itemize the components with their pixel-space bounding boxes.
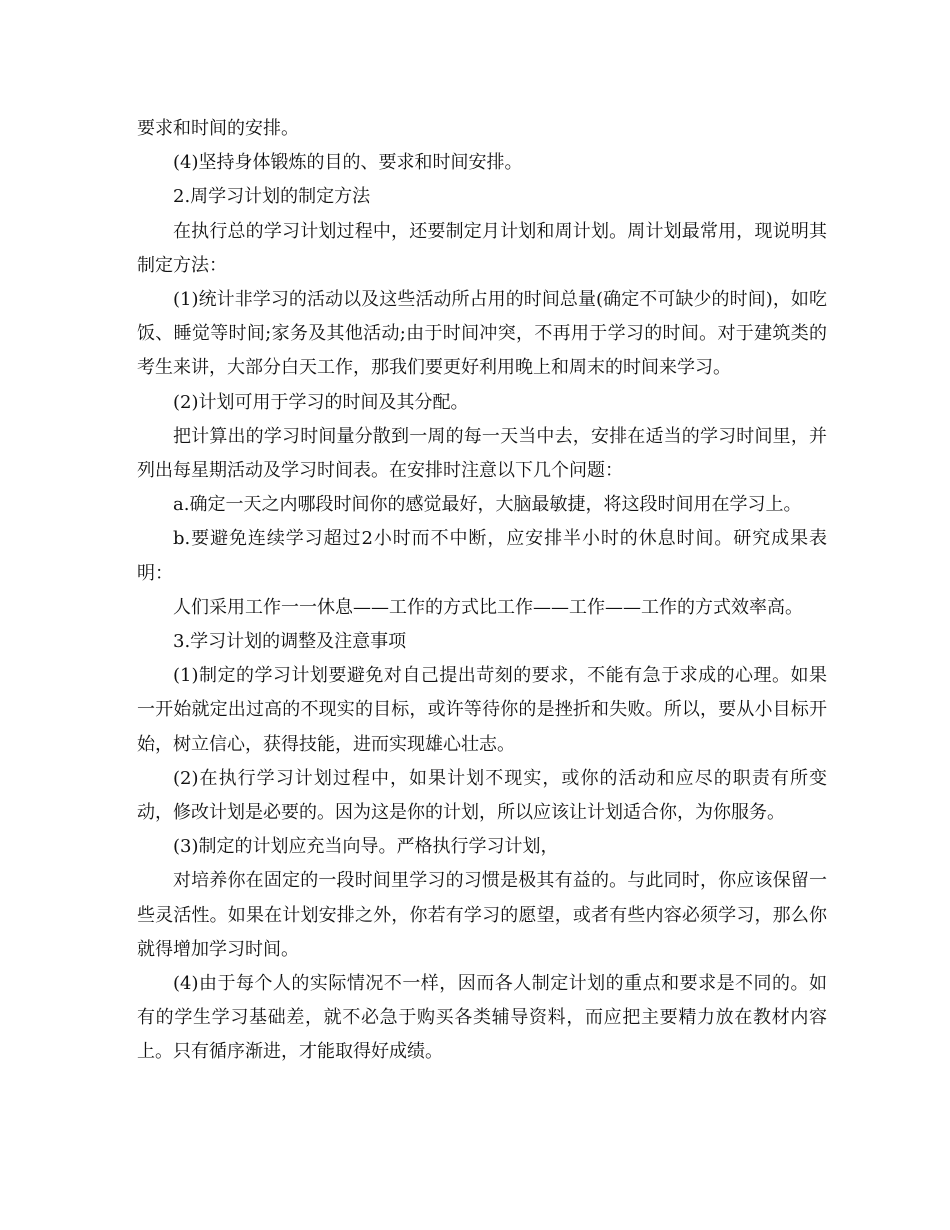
paragraph-work-rest: 人们采用工作一一休息——工作的方式比工作——工作——工作的方式效率高。 xyxy=(173,596,803,618)
paragraph-adjust-3: (3)制定的计划应充当向导。严格执行学习计划， xyxy=(173,836,559,858)
section-heading-weekly-plan: 2.周学习计划的制定方法 xyxy=(173,186,371,208)
document-body xyxy=(137,112,827,1070)
paragraph-item-1-non-study: (1)统计非学习的活动以及这些活动所占用的时间总量(确定不可缺少的时间)，如吃饭、睡觉等时间;家务及其他活动;由于时间冲突，不再用于学习的时间。对于建筑类的考生来讲，大部分白天工作，那我们要更好利用晚上和周末的时间来学习。 xyxy=(137,289,827,379)
paragraph-item-2-allocation: (2)计划可用于学习的时间及其分配。 xyxy=(173,391,469,413)
paragraph-adjust-4: (4)由于每个人的实际情况不一样，因而各人制定计划的重点和要求是不同的。如有的学生学习基础差，就不必急于购买各类辅导资料，而应把主要精力放在教材内容上。只有循序渐进，才能取得好成绩。 xyxy=(137,973,827,1063)
paragraph-continuation: 要求和时间的安排。 xyxy=(137,118,299,139)
paragraph-habit: 对培养你在固定的一段时间里学习的习惯是极其有益的。与此同时，你应该保留一些灵活性。如果在计划安排之外，你若有学习的愿望，或者有些内容必须学习，那么你就得增加学习时间。 xyxy=(137,870,827,960)
paragraph-item-4-exercise: (4)坚持身体锻炼的目的、要求和时间安排。 xyxy=(173,152,523,174)
paragraph-weekly-intro: 在执行总的学习计划过程中，还要制定月计划和周计划。周计划最常用，现说明其制定方法： xyxy=(137,220,827,276)
paragraph-point-a: a.确定一天之内哪段时间你的感觉最好，大脑最敏捷，将这段时间用在学习上。 xyxy=(173,494,802,516)
paragraph-point-b: b.要避免连续学习超过2小时而不中断，应安排半小时的休息时间。研究成果表明： xyxy=(137,528,827,584)
section-heading-adjustment: 3.学习计划的调整及注意事项 xyxy=(173,631,407,653)
paragraph-distribute-time: 把计算出的学习时间量分散到一周的每一天当中去，安排在适当的学习时间里，并列出每星期活动及学习时间表。在安排时注意以下几个问题： xyxy=(137,425,827,482)
paragraph-adjust-2: (2)在执行学习计划过程中，如果计划不现实，或你的活动和应尽的职责有所变动，修改计划是必要的。因为这是你的计划，所以应该让计划适合你，为你服务。 xyxy=(137,767,827,824)
paragraph-adjust-1: (1)制定的学习计划要避免对自己提出苛刻的要求，不能有急于求成的心理。如果一开始就定出过高的不现实的目标，或许等待你的是挫折和失败。所以，要从小目标开始，树立信心，获得技能，进而实现雄心壮志。 xyxy=(137,665,827,755)
